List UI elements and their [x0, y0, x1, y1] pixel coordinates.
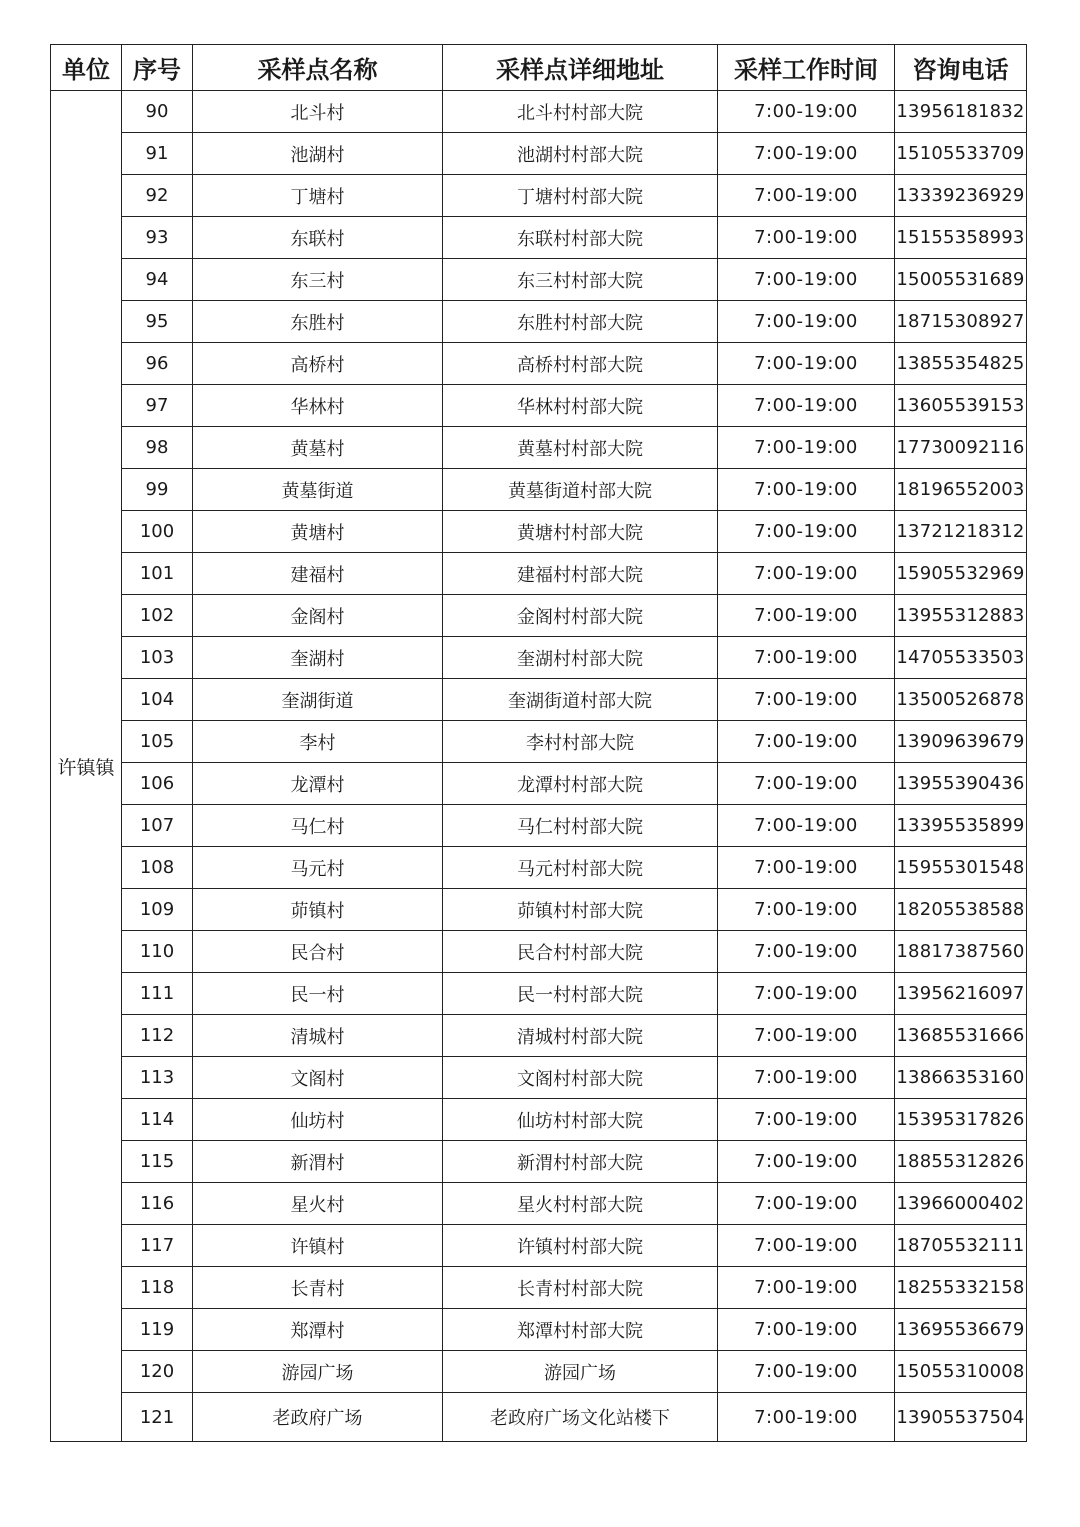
address-cell: 东胜村村部大院: [443, 301, 718, 343]
site-name-cell: 奎湖村: [193, 637, 443, 679]
work-time-cell: 7:00-19:00: [718, 259, 895, 301]
number-cell: 103: [122, 637, 193, 679]
site-name-cell: 黄塘村: [193, 511, 443, 553]
table-row: [51, 553, 1027, 595]
work-time-cell: 7:00-19:00: [718, 1057, 895, 1099]
number-cell: 121: [122, 1393, 193, 1442]
site-name-cell: 许镇村: [193, 1225, 443, 1267]
work-time-cell: 7:00-19:00: [718, 469, 895, 511]
table-row: [51, 1099, 1027, 1141]
phone-cell: 18855312826: [895, 1141, 1027, 1183]
address-cell: 仙坊村村部大院: [443, 1099, 718, 1141]
work-time-cell: 7:00-19:00: [718, 91, 895, 133]
site-name-cell: 新渭村: [193, 1141, 443, 1183]
number-cell: 109: [122, 889, 193, 931]
phone-cell: 13955390436: [895, 763, 1027, 805]
number-cell: 91: [122, 133, 193, 175]
work-time-cell: 7:00-19:00: [718, 553, 895, 595]
table-row: [51, 1057, 1027, 1099]
work-time-cell: 7:00-19:00: [718, 763, 895, 805]
address-cell: 新渭村村部大院: [443, 1141, 718, 1183]
work-time-cell: 7:00-19:00: [718, 847, 895, 889]
number-cell: 95: [122, 301, 193, 343]
number-cell: 106: [122, 763, 193, 805]
address-cell: 郑潭村村部大院: [443, 1309, 718, 1351]
address-cell: 李村村部大院: [443, 721, 718, 763]
site-name-cell: 奎湖街道: [193, 679, 443, 721]
table-row: [51, 1351, 1027, 1393]
address-cell: 建福村村部大院: [443, 553, 718, 595]
number-cell: 113: [122, 1057, 193, 1099]
address-cell: 茆镇村村部大院: [443, 889, 718, 931]
phone-cell: 18817387560: [895, 931, 1027, 973]
number-cell: 116: [122, 1183, 193, 1225]
number-cell: 108: [122, 847, 193, 889]
site-name-cell: 郑潭村: [193, 1309, 443, 1351]
address-cell: 许镇村村部大院: [443, 1225, 718, 1267]
phone-cell: 18705532111: [895, 1225, 1027, 1267]
address-cell: 龙潭村村部大院: [443, 763, 718, 805]
site-name-cell: 金阁村: [193, 595, 443, 637]
header-number: 序号: [122, 45, 193, 91]
number-cell: 110: [122, 931, 193, 973]
number-cell: 100: [122, 511, 193, 553]
site-name-cell: 马元村: [193, 847, 443, 889]
unit-cell: 许镇镇: [51, 91, 122, 1442]
address-cell: 北斗村村部大院: [443, 91, 718, 133]
number-cell: 98: [122, 427, 193, 469]
table-row: [51, 1225, 1027, 1267]
address-cell: 马元村村部大院: [443, 847, 718, 889]
table-row: [51, 469, 1027, 511]
phone-cell: 15155358993: [895, 217, 1027, 259]
number-cell: 97: [122, 385, 193, 427]
work-time-cell: 7:00-19:00: [718, 1015, 895, 1057]
table-row: [51, 385, 1027, 427]
header-address: 采样点详细地址: [443, 45, 718, 91]
address-cell: 马仁村村部大院: [443, 805, 718, 847]
phone-cell: 17730092116: [895, 427, 1027, 469]
number-cell: 112: [122, 1015, 193, 1057]
header-site-name: 采样点名称: [193, 45, 443, 91]
number-cell: 107: [122, 805, 193, 847]
work-time-cell: 7:00-19:00: [718, 1393, 895, 1442]
table-row: [51, 889, 1027, 931]
site-name-cell: 华林村: [193, 385, 443, 427]
phone-cell: 13956181832: [895, 91, 1027, 133]
table-row: [51, 637, 1027, 679]
phone-cell: 18205538588: [895, 889, 1027, 931]
site-name-cell: 龙潭村: [193, 763, 443, 805]
header-unit: 单位: [51, 45, 122, 91]
site-name-cell: 北斗村: [193, 91, 443, 133]
phone-cell: 13695536679: [895, 1309, 1027, 1351]
table-row: [51, 931, 1027, 973]
site-name-cell: 星火村: [193, 1183, 443, 1225]
number-cell: 90: [122, 91, 193, 133]
work-time-cell: 7:00-19:00: [718, 1183, 895, 1225]
number-cell: 119: [122, 1309, 193, 1351]
number-cell: 102: [122, 595, 193, 637]
phone-cell: 15395317826: [895, 1099, 1027, 1141]
phone-cell: 15055310008: [895, 1351, 1027, 1393]
phone-cell: 13721218312: [895, 511, 1027, 553]
work-time-cell: 7:00-19:00: [718, 511, 895, 553]
work-time-cell: 7:00-19:00: [718, 1141, 895, 1183]
table-row: [51, 1141, 1027, 1183]
phone-cell: 13966000402: [895, 1183, 1027, 1225]
site-name-cell: 东三村: [193, 259, 443, 301]
site-name-cell: 丁塘村: [193, 175, 443, 217]
work-time-cell: 7:00-19:00: [718, 973, 895, 1015]
phone-cell: 18196552003: [895, 469, 1027, 511]
table-row: [51, 679, 1027, 721]
site-name-cell: 老政府广场: [193, 1393, 443, 1442]
phone-cell: 13395535899: [895, 805, 1027, 847]
table-row: [51, 721, 1027, 763]
phone-cell: 13685531666: [895, 1015, 1027, 1057]
work-time-cell: 7:00-19:00: [718, 1351, 895, 1393]
number-cell: 111: [122, 973, 193, 1015]
phone-cell: 15905532969: [895, 553, 1027, 595]
site-name-cell: 建福村: [193, 553, 443, 595]
work-time-cell: 7:00-19:00: [718, 721, 895, 763]
table-row: [51, 1015, 1027, 1057]
phone-cell: 13956216097: [895, 973, 1027, 1015]
work-time-cell: 7:00-19:00: [718, 1225, 895, 1267]
address-cell: 黄塘村村部大院: [443, 511, 718, 553]
number-cell: 96: [122, 343, 193, 385]
table-row: [51, 1183, 1027, 1225]
work-time-cell: 7:00-19:00: [718, 175, 895, 217]
phone-cell: 13339236929: [895, 175, 1027, 217]
work-time-cell: 7:00-19:00: [718, 133, 895, 175]
number-cell: 120: [122, 1351, 193, 1393]
table-row: [51, 175, 1027, 217]
number-cell: 117: [122, 1225, 193, 1267]
table-row: [51, 847, 1027, 889]
work-time-cell: 7:00-19:00: [718, 385, 895, 427]
site-name-cell: 茆镇村: [193, 889, 443, 931]
work-time-cell: 7:00-19:00: [718, 805, 895, 847]
header-row: [51, 45, 1027, 91]
phone-cell: 13500526878: [895, 679, 1027, 721]
work-time-cell: 7:00-19:00: [718, 679, 895, 721]
address-cell: 星火村村部大院: [443, 1183, 718, 1225]
site-name-cell: 黄墓村: [193, 427, 443, 469]
site-name-cell: 东联村: [193, 217, 443, 259]
address-cell: 民合村村部大院: [443, 931, 718, 973]
table-row: [51, 133, 1027, 175]
phone-cell: 18715308927: [895, 301, 1027, 343]
table-row: [51, 973, 1027, 1015]
table-body: [51, 91, 1027, 1442]
site-name-cell: 高桥村: [193, 343, 443, 385]
number-cell: 93: [122, 217, 193, 259]
work-time-cell: 7:00-19:00: [718, 343, 895, 385]
site-name-cell: 游园广场: [193, 1351, 443, 1393]
address-cell: 东联村村部大院: [443, 217, 718, 259]
number-cell: 101: [122, 553, 193, 595]
table-row: [51, 511, 1027, 553]
phone-cell: 15005531689: [895, 259, 1027, 301]
number-cell: 105: [122, 721, 193, 763]
work-time-cell: 7:00-19:00: [718, 427, 895, 469]
address-cell: 华林村村部大院: [443, 385, 718, 427]
work-time-cell: 7:00-19:00: [718, 637, 895, 679]
work-time-cell: 7:00-19:00: [718, 595, 895, 637]
number-cell: 99: [122, 469, 193, 511]
site-name-cell: 池湖村: [193, 133, 443, 175]
table-row: [51, 805, 1027, 847]
address-cell: 奎湖街道村部大院: [443, 679, 718, 721]
number-cell: 92: [122, 175, 193, 217]
address-cell: 文阁村村部大院: [443, 1057, 718, 1099]
site-name-cell: 文阁村: [193, 1057, 443, 1099]
work-time-cell: 7:00-19:00: [718, 1099, 895, 1141]
site-name-cell: 民合村: [193, 931, 443, 973]
phone-cell: 13605539153: [895, 385, 1027, 427]
address-cell: 老政府广场文化站楼下: [443, 1393, 718, 1442]
table-row: [51, 1267, 1027, 1309]
site-name-cell: 长青村: [193, 1267, 443, 1309]
address-cell: 池湖村村部大院: [443, 133, 718, 175]
phone-cell: 13905537504: [895, 1393, 1027, 1442]
address-cell: 黄墓村村部大院: [443, 427, 718, 469]
phone-cell: 13955312883: [895, 595, 1027, 637]
site-name-cell: 马仁村: [193, 805, 443, 847]
address-cell: 奎湖村村部大院: [443, 637, 718, 679]
table-row: [51, 1309, 1027, 1351]
table-row: [51, 259, 1027, 301]
work-time-cell: 7:00-19:00: [718, 301, 895, 343]
site-name-cell: 黄墓街道: [193, 469, 443, 511]
header-work-time: 采样工作时间: [718, 45, 895, 91]
phone-cell: 15955301548: [895, 847, 1027, 889]
number-cell: 114: [122, 1099, 193, 1141]
site-name-cell: 李村: [193, 721, 443, 763]
phone-cell: 14705533503: [895, 637, 1027, 679]
work-time-cell: 7:00-19:00: [718, 217, 895, 259]
address-cell: 东三村村部大院: [443, 259, 718, 301]
table-row: [51, 1393, 1027, 1442]
table-row: [51, 217, 1027, 259]
work-time-cell: 7:00-19:00: [718, 931, 895, 973]
address-cell: 长青村村部大院: [443, 1267, 718, 1309]
address-cell: 高桥村村部大院: [443, 343, 718, 385]
address-cell: 清城村村部大院: [443, 1015, 718, 1057]
phone-cell: 15105533709: [895, 133, 1027, 175]
sampling-sites-table: [50, 44, 1027, 1442]
address-cell: 丁塘村村部大院: [443, 175, 718, 217]
phone-cell: 18255332158: [895, 1267, 1027, 1309]
table-row: [51, 91, 1027, 133]
number-cell: 118: [122, 1267, 193, 1309]
number-cell: 115: [122, 1141, 193, 1183]
phone-cell: 13855354825: [895, 343, 1027, 385]
phone-cell: 13909639679: [895, 721, 1027, 763]
header-phone: 咨询电话: [895, 45, 1027, 91]
address-cell: 游园广场: [443, 1351, 718, 1393]
table-row: [51, 301, 1027, 343]
site-name-cell: 民一村: [193, 973, 443, 1015]
table-row: [51, 343, 1027, 385]
address-cell: 民一村村部大院: [443, 973, 718, 1015]
site-name-cell: 东胜村: [193, 301, 443, 343]
address-cell: 黄墓街道村部大院: [443, 469, 718, 511]
table-row: [51, 595, 1027, 637]
site-name-cell: 仙坊村: [193, 1099, 443, 1141]
table-row: [51, 763, 1027, 805]
work-time-cell: 7:00-19:00: [718, 889, 895, 931]
work-time-cell: 7:00-19:00: [718, 1309, 895, 1351]
table-row: [51, 427, 1027, 469]
number-cell: 94: [122, 259, 193, 301]
site-name-cell: 清城村: [193, 1015, 443, 1057]
number-cell: 104: [122, 679, 193, 721]
address-cell: 金阁村村部大院: [443, 595, 718, 637]
phone-cell: 13866353160: [895, 1057, 1027, 1099]
work-time-cell: 7:00-19:00: [718, 1267, 895, 1309]
